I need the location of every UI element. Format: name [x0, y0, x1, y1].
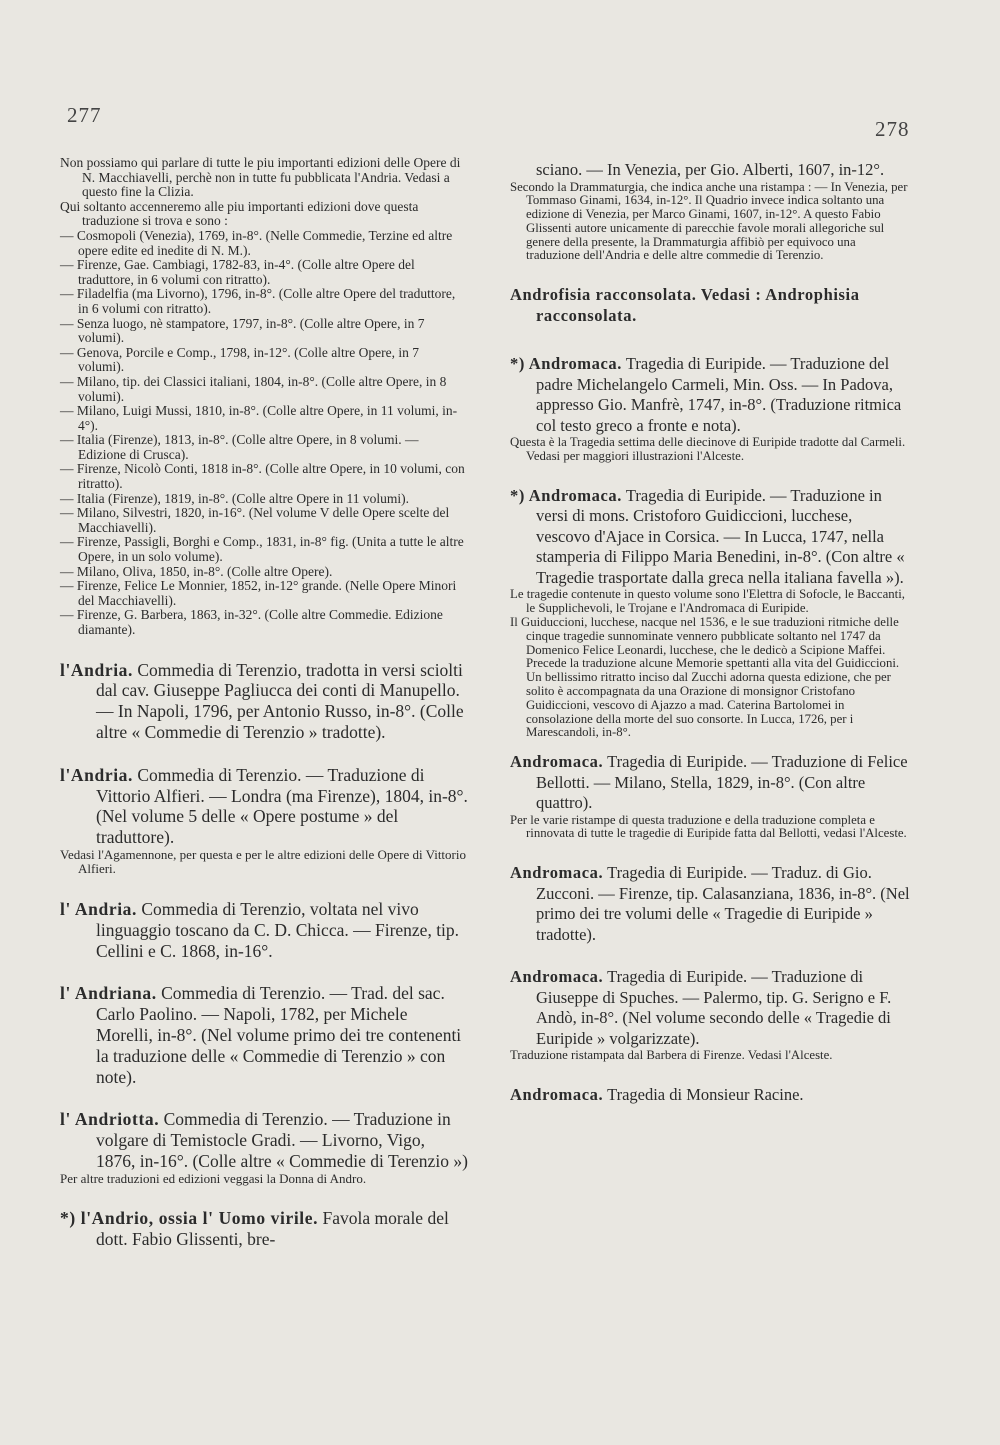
intro-paragraph: Qui soltanto accenneremo alle piu importanti edizioni dove questa traduzione si trova e sono :: [60, 198, 419, 229]
intro-section: [60, 156, 468, 638]
edition-line: — Milano, Silvestri, 1820, in-16°. (Nel volume V delle Opere scelte del Macchiavelli).: [60, 505, 450, 535]
entry-andromaca-spuches: [510, 967, 910, 1049]
entry-headword: Andromaca.: [510, 1085, 604, 1105]
entry-headword: Andromaca.: [510, 967, 604, 987]
entry-text: Tragedia di Euripide. — Traduzione del padre Michelangelo Carmeli, Min. Oss. — In Padova, appresso Gio. Manfrè, 1747, in-8°. (Traduzione ritmica col testo greco a fronte e nota).: [536, 354, 902, 435]
entry-headword: *) Andromaca.: [510, 485, 622, 505]
edition-line: — Milano, tip. dei Classici italiani, 1804, in-8°. (Colle altre Opere, in 8 volumi).: [60, 373, 447, 404]
entry-headword: l'Andria.: [60, 764, 133, 785]
entry-headword: l' Andriotta.: [60, 1109, 160, 1130]
left-column: [60, 156, 468, 1250]
edition-line: — Italia (Firenze), 1813, in-8°. (Colle altre Opere, in 8 volumi. — Edizione di Crusca).: [60, 432, 419, 462]
entry-note: Per altre traduzioni ed edizioni veggasi la Donna di Andro.: [60, 1170, 367, 1186]
edition-line: — Italia (Firenze), 1819, in-8°. (Colle altre Opere in 11 volumi).: [60, 490, 410, 506]
right-column: [510, 160, 910, 1106]
edition-line: — Milano, Oliva, 1850, in-8°. (Colle altre Opere).: [60, 563, 333, 579]
edition-line: — Firenze, Passigli, Borghi e Comp., 1831, in-8° fig. (Unita a tutte le altre Opere, in un solo volume).: [60, 534, 464, 565]
entry-note: Per le varie ristampe di questa traduzione e della traduzione completa e rinnovata di tutte le tragedie di Euripide fatta dal Bellotti, vedasi l'Alceste.: [510, 812, 907, 841]
entry-text: Commedia di Terenzio. — Traduzione di Vittorio Alfieri. — Londra (ma Firenze), 1804, in-8°. (Nel volume 5 delle « Opere postume » del traduttore).: [96, 764, 468, 848]
edition-line: — Senza luogo, nè stampatore, 1797, in-8°. (Colle altre Opere, in 7 volumi).: [60, 315, 425, 346]
entry-text: Tragedia di Euripide. — Traduzione in versi di mons. Cristoforo Guidiccioni, lucchese, vescovo d'Ajace in Corsica. — In Lucca, 1747, nella stamperia di Filippo Maria Benedini, in-8°. (Con altre « Tragedie trasportate dalla greca nella italiana favella »).: [536, 485, 905, 587]
entry-note: Il Guiduccioni, lucchese, nacque nel 1536, e le sue traduzioni ritmiche delle cinque tragedie sunnominate vennero pubblicate soltanto nel 1747 da Domenico Felice Leonardi, lucchese, che le dedicò a Scipione Maffei. Precede la traduzione alcune Memorie spettanti alla vita del Guidiccioni. Un bellissimo ritratto inciso dal Zucchi adorna questa edizione, che per solito è accompagnata da una Orazione di monsignor Cristofano Guidiccioni, vescovo di Ajazzo a mad. Caterina Bartolomei in consolazione della morte del suo consorte. In Lucca, 1726, per i Marescandoli, in-8°.: [510, 614, 900, 740]
edition-line: — Filadelfia (ma Livorno), 1796, in-8°. (Colle altre Opere del traduttore, in 6 volumi con ritratto).: [60, 286, 456, 316]
entry-headword: l' Andria.: [60, 898, 137, 919]
page-number-right: 278: [875, 117, 910, 141]
entry-note: Questa è la Tragedia settima delle diecinove di Euripide tradotte dal Carmeli. Vedasi per maggiori illustrazioni l'Alceste.: [510, 435, 906, 464]
entry-headword: *) Andromaca.: [510, 354, 622, 374]
entry-text: Tragedia di Euripide. — Traduz. di Gio. Zucconi. — Firenze, tip. Calasanziana, 1836, in-8°. (Nel primo dei tre volumi delle « Tragedie di Euripide » tradotte).: [536, 863, 910, 944]
page-number-left: 277: [67, 103, 102, 127]
entry-text: Commedia di Terenzio. — Traduzione in volgare di Temistocle Gradi. — Livorno, Vigo, 1876, in-16°. (Colle altre « Commedie di Terenzio »): [96, 1109, 468, 1171]
entry-andriana: [60, 983, 468, 1087]
entry-headword: *) l'Andrio, ossia l' Uomo virile.: [60, 1208, 319, 1229]
entry-note: Vedasi l'Agamennone, per questa e per le altre edizioni delle Opere di Vittorio Alfieri.: [60, 846, 466, 877]
entry-andromaca-guidiccioni: [510, 486, 910, 589]
edition-line: — Genova, Porcile e Comp., 1798, in-12°. (Colle altre Opere, in 7 volumi).: [60, 344, 419, 375]
continuation-note: Secondo la Drammaturgia, che indica anche una ristampa : — In Venezia, per Tommaso Ginami, 1634, in-12°. Il Quadrio invece indica soltanto una edizione di Venezia, per Marco Ginami, 1607, in-12°. A questo Fabio Glissenti autore unicamente di parecchie favole morali allegoriche sul genere della presente, la Drammaturgia affibiò per equivoco una traduzione dell'Andria e delle altre commedie di Terenzio.: [510, 179, 908, 263]
entry-andria-alfieri: [60, 765, 468, 848]
entry-text: Favola morale del dott. Fabio Glissenti, bre-: [96, 1208, 449, 1250]
entry-andromaca-racine: [510, 1085, 910, 1106]
entry-andria-pagliucca: [60, 660, 468, 743]
entry-headword: Andromaca.: [510, 752, 604, 772]
entry-text: Tragedia di Euripide. — Traduzione di Felice Bellotti. — Milano, Stella, 1829, in-8°. (Con altre quattro).: [536, 752, 908, 813]
entry-andriotta: [60, 1109, 468, 1171]
edition-line: — Firenze, Felice Le Monnier, 1852, in-12° grande. (Nelle Opere Minori del Macchiavelli).: [60, 578, 457, 608]
edition-line: — Milano, Luigi Mussi, 1810, in-8°. (Colle altre Opere, in 11 volumi, in-4°).: [60, 403, 458, 433]
entry-text: Commedia di Terenzio, tradotta in versi sciolti dal cav. Giuseppe Pagliucca dei conti di Manupello. — In Napoli, 1796, per Antonio Russo, in-8°. (Colle altre « Commedie di Terenzio » tradotte).: [96, 659, 464, 742]
entry-andrio: [60, 1208, 468, 1250]
edition-line: — Cosmopoli (Venezia), 1769, in-8°. (Nelle Commedie, Terzine ed altre opere edite ed inedite di N. M.).: [60, 227, 453, 258]
entry-text: Tragedia di Monsieur Racine.: [607, 1085, 804, 1105]
crossref-androfisia: Androfisia racconsolata. Vedasi : Androphisia racconsolata.: [510, 285, 860, 325]
edition-line: — Firenze, G. Barbera, 1863, in-32°. (Colle altre Commedie. Edizione diamante).: [60, 607, 443, 637]
entry-note: Traduzione ristampata dal Barbera di Firenze. Vedasi l'Alceste.: [510, 1048, 833, 1063]
entry-text: Tragedia di Euripide. — Traduzione di Giuseppe di Spuches. — Palermo, tip. G. Serigno e F. Andò, in-8°. (Nel volume secondo delle « Tragedie di Euripide » volgarizzate).: [536, 967, 892, 1048]
entry-headword: l' Andriana.: [60, 983, 157, 1004]
entry-andria-chicca: [60, 899, 468, 961]
entry-andromaca-carmeli: [510, 354, 910, 436]
entry-text: Commedia di Terenzio, voltata nel vivo linguaggio toscano da C. D. Chicca. — Firenze, tip. Cellini e C. 1868, in-16°.: [96, 898, 460, 961]
edition-line: — Firenze, Gae. Cambiagi, 1782-83, in-4°. (Colle altre Opere del traduttore, in 6 volumi con ritratto).: [60, 257, 415, 287]
entry-headword: l'Andria.: [60, 659, 133, 680]
entry-andromaca-bellotti: [510, 752, 910, 814]
continuation-text: sciano. — In Venezia, per Gio. Alberti, 1607, in-12°.: [536, 160, 885, 179]
entry-andromaca-zucconi: [510, 863, 910, 945]
entry-text: Commedia di Terenzio. — Trad. del sac. Carlo Paolino. — Napoli, 1782, per Michele Morelli, in-8°. (Nel volume primo dei tre contenenti la traduzione delle « Commedie di Terenzio » con note).: [96, 983, 462, 1087]
edition-line: — Firenze, Nicolò Conti, 1818 in-8°. (Colle altre Opere, in 10 volumi, con ritratto).: [60, 461, 465, 492]
entry-note: Le tragedie contenute in questo volume sono l'Elettra di Sofocle, le Baccanti, le Supplichevoli, le Trojane e l'Andromaca di Euripide.: [510, 587, 905, 616]
entry-headword: Andromaca.: [510, 863, 604, 883]
intro-paragraph: Non possiamo qui parlare di tutte le piu importanti edizioni delle Opere di N. Macchiavelli, perchè non in tutte fu pubblicata l'Andria. Vedasi a questo fine la Clizia.: [60, 155, 461, 200]
